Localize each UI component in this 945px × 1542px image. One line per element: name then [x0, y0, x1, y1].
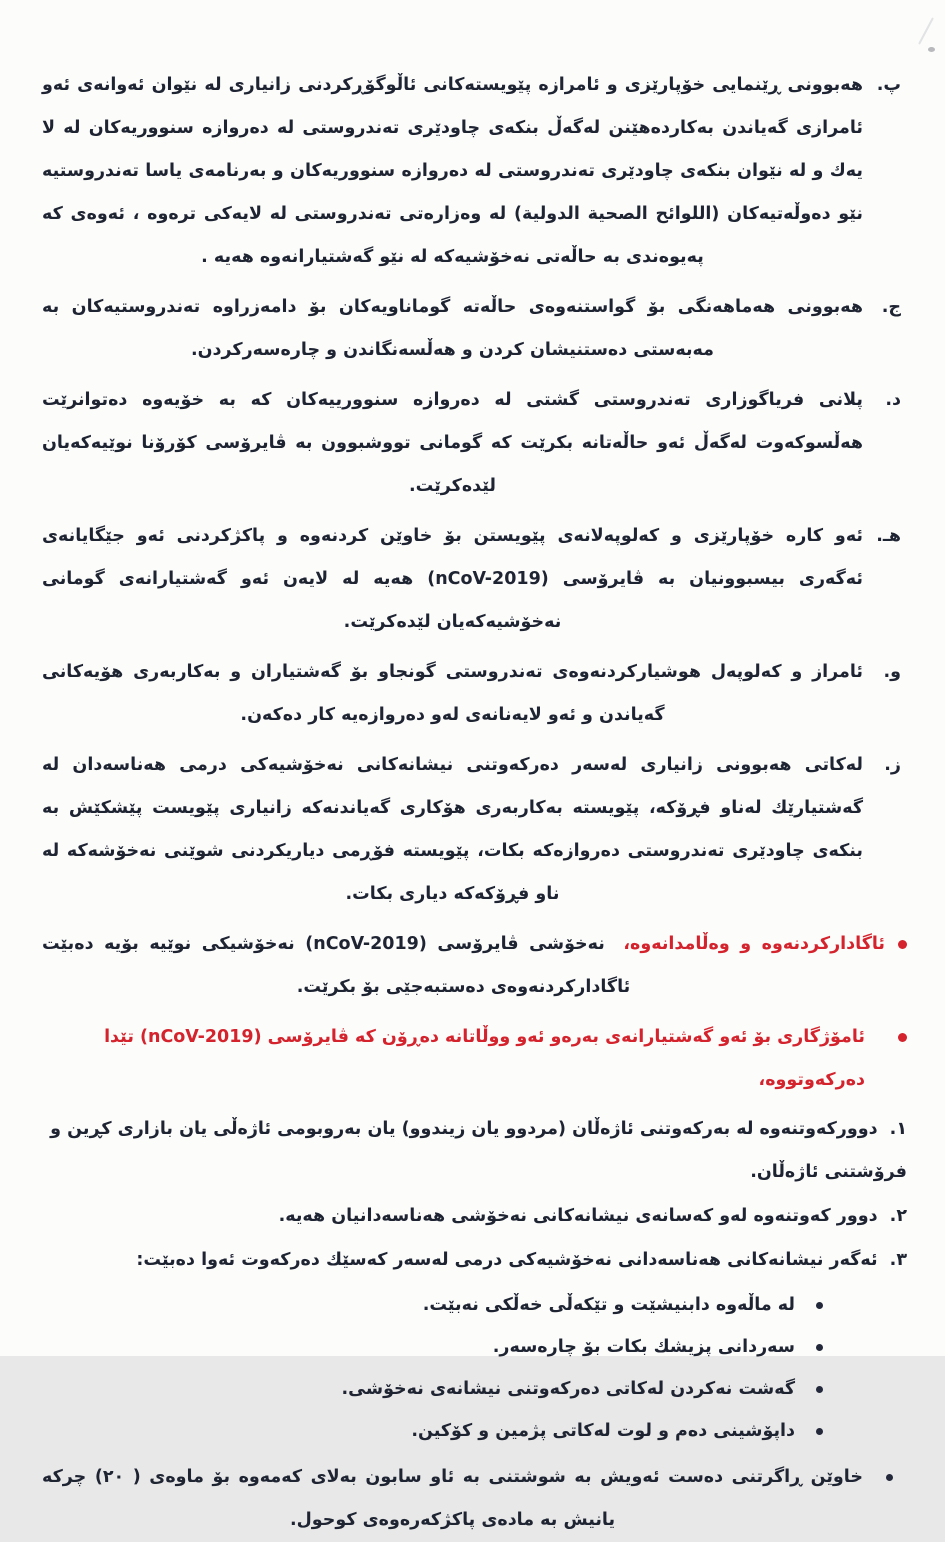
item-number: ٣. [889, 1250, 907, 1270]
list-item-h [42, 515, 907, 644]
advice-item [42, 1016, 907, 1102]
bullet-icon [816, 1386, 823, 1393]
bullet-item [42, 1368, 823, 1410]
item-text: ئامراز و کەلوپەل هوشیارکردنەوەی تەندروستی گونجاو بۆ گەشتیاران و بەکاربەری هۆیەکانی گەیاندن و ئەو لایەنانەی لەو دەروازەیە کار دەکەن. [42, 662, 863, 725]
list-item-z [42, 744, 907, 916]
item-text: ئەو کارە خۆپارێزی و کەلوپەلانەی پێویستن بۆ خاوێن کردنەوە و پاکژکردنی ئەو جێگایانەی ئەگەری بیسبوونیان بە ڤایرۆسی (nCoV-2019) هەیە لە لایەن ئەو گەشتیارانەی گومانی نەخۆشیەکەیان لێدەکرێت. [42, 526, 863, 632]
numbered-advice-list [42, 1108, 907, 1282]
numbered-item [42, 1195, 907, 1238]
item-text: هەبوونی هەماهەنگی بۆ گواستنەوەی حاڵەتە گوماناویەکان بۆ دامەزراوە تەندروستیەکان بە مەبەستی دەستنیشان کردن و هەڵسەنگاندن و چارەسەرکردن. [42, 297, 863, 360]
bullet-item [42, 1410, 823, 1452]
bullet-icon [816, 1428, 823, 1435]
red-bullet-icon [898, 1033, 907, 1042]
list-item-j [42, 286, 907, 372]
alert-heading: ئاگادارکردنەوە و وەڵامدانەوە، [623, 934, 886, 954]
bullet-icon [886, 1474, 893, 1481]
bullet-text: داپۆشینی دەم و لوت لەکاتی پژمین و کۆکین. [411, 1421, 795, 1441]
item-text: ئەگەر نیشانەکانی هەناسەدانی نەخۆشیەکی درمی لەسەر کەسێك دەرکەوت ئەوا دەبێت: [136, 1250, 878, 1270]
alert-paragraph [42, 923, 885, 1009]
bullet-icon [816, 1344, 823, 1351]
item-letter: ز. [884, 755, 901, 775]
list-item-p [42, 64, 907, 279]
hygiene-text: خاوێن ڕاگرتنی دەست ئەویش بە شوشتنی بە ئاو سابون بەلای کەمەوە بۆ ماوەی ( ٢٠) چرکە یانیش بە مادەی پاکژکەرەوەی کوحول. [42, 1467, 863, 1530]
alert-item [42, 923, 907, 1009]
item-text: پلانی فریاگوزاری تەندروستی گشتی لە دەروازە سنوورییەکان کە بە خۆیەوە دەتوانرێت هەڵسوکەوت لەگەڵ ئەو حاڵەتانە بکرێت کە گومانی تووشبوون بە ڤایرۆسی کۆرۆنا نوێیەکەیان لێدەکرێت. [42, 390, 863, 496]
item-text: دوورکەوتنەوە لە بەرکەوتنی ئاژەڵان (مردوو یان زیندوو) یان بەروبومی ئاژەڵی یان بازاری کڕین و فرۆشتنی ئاژەڵان. [50, 1119, 907, 1182]
bullet-item [42, 1326, 823, 1368]
item-text: لەکاتی هەبوونی زانیاری لەسەر دەرکەوتنی نیشانەکانی نەخۆشیەکی درمی هەناسەدان لە گەشتیارێك لەناو فڕۆکە، پێویستە بەکاربەری هۆکاری گەیاندنەکە زانیاری پێویست پێشکێش بە بنکەی چاودێری تەندروستی دەروازەکە بکات، پێویستە فۆڕمی دیاریکردنی شوێنی نەخۆشەکە لە ناو فڕۆکەکە دیاری بکات. [42, 755, 863, 904]
item-letter: پ. [876, 75, 901, 95]
scan-scratch-artifact [903, 10, 937, 54]
item-letter: ج. [881, 297, 901, 317]
item-number: ١. [889, 1119, 907, 1139]
bullet-icon [816, 1302, 823, 1309]
item-letter: د. [885, 390, 901, 410]
list-item-d [42, 379, 907, 508]
hygiene-bullet-item [42, 1456, 893, 1542]
advice-heading: ئامۆژگاری بۆ ئەو گەشتیارانەی بەرەو ئەو ووڵاتانە دەڕۆن کە ڤایرۆسی (nCoV-2019) تێدا دەرکەوتووە، [104, 1027, 865, 1090]
symptom-bullet-list [42, 1284, 823, 1452]
lettered-list [42, 64, 907, 916]
numbered-item [42, 1108, 907, 1194]
item-text: دوور کەوتنەوە لەو کەسانەی نیشانەکانی نەخۆشی هەناسەدانیان هەیە. [278, 1206, 878, 1226]
item-text: هەبوونی ڕێنمایی خۆپارێزی و ئامرازە پێویستەکانی ئاڵوگۆڕکردنی زانیاری لە نێوان ئەوانەی ئەو ئامرازی گەیاندن بەکاردەهێنن لەگەڵ بنکەی چاودێری تەندروستی لە دەروازە سنووریەکان لە لا یەك و لە نێوان بنکەی چاودێری تەندروستی لە دەروازە سنووریەکان و بەرنامەی یاسا تەندروستیە نێو دەوڵەتیەکان (اللوائح الصحية الدولية) لە وەزارەتی تەندروستی لە لایەکی ترەوە ، ئەوەی کە پەیوەندی بە حاڵەتی نەخۆشیەکە لە نێو گەشتیارانەوە هەیە . [42, 75, 863, 267]
bullet-text: لە ماڵەوە دابنیشێت و تێکەڵی خەڵکی نەبێت. [422, 1295, 795, 1315]
list-item-w [42, 651, 907, 737]
bullet-item [42, 1284, 823, 1326]
bullet-text: سەردانی پزیشك بکات بۆ چارەسەر. [492, 1337, 795, 1357]
item-letter: و. [883, 662, 901, 682]
red-bullet-icon [898, 940, 907, 949]
item-letter: هـ. [876, 526, 901, 546]
bullet-text: گەشت نەکردن لەکاتی دەرکەوتنی نیشانەی نەخۆشی. [341, 1379, 795, 1399]
numbered-item [42, 1239, 907, 1282]
alert-text: نەخۆشی ڤایرۆسی (nCoV-2019) نەخۆشیکی نوێیە بۆیە دەبێت ئاگادارکردنەوەی دەستبەجێی بۆ بکرێت. [42, 934, 631, 997]
item-number: ٢. [889, 1206, 907, 1226]
